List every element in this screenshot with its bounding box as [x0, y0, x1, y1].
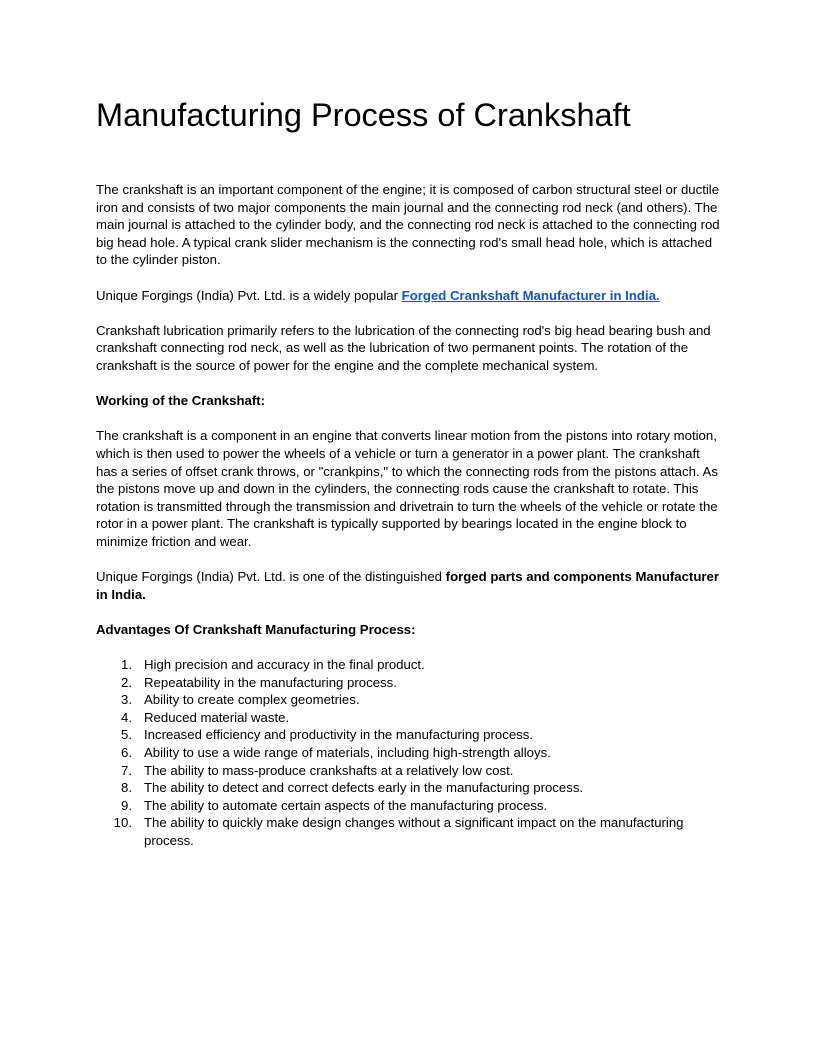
list-item-number: 6.: [121, 745, 132, 760]
intro-paragraph: The crankshaft is an important component of the engine; it is composed of carbon structural steel or ductile iron and consists of two major components the main journal and the connecting rod neck (and others). The main journal is attached to the cylinder body, and the connecting rod neck is attached to the connecting rod big head hole. A typical crank slider mechanism is the connecting rod's small head hole, which is attached to the cylinder piston.: [96, 182, 720, 268]
list-item-text: Increased efficiency and productivity in the manufacturing process.: [144, 727, 533, 743]
list-item: [96, 674, 720, 692]
promo-1-text: Unique Forgings (India) Pvt. Ltd. is a widely popular: [96, 287, 402, 303]
list-item-number: 5.: [121, 727, 132, 743]
list-item-text: Reduced material waste.: [144, 709, 290, 725]
list-item: [96, 762, 720, 780]
document-body: [96, 181, 720, 850]
promo-2-text: Unique Forgings (India) Pvt. Ltd. is one of the distinguished: [96, 569, 446, 585]
list-item: [96, 709, 720, 727]
forged-crankshaft-link[interactable]: Forged Crankshaft Manufacturer in India.: [401, 287, 660, 303]
working-heading: Working of the Crankshaft:: [96, 393, 266, 409]
list-item: [96, 797, 720, 815]
list-item-text: The ability to quickly make design changes without a significant impact on the manufacturing process.: [144, 815, 684, 848]
list-item: [96, 779, 720, 797]
list-item-number: 2.: [121, 674, 132, 690]
page-title: Manufacturing Process of Crankshaft: [96, 97, 631, 133]
list-item-number: 8.: [121, 780, 132, 796]
list-item-text: The ability to detect and correct defects early in the manufacturing process.: [144, 780, 584, 796]
promo-paragraph-1: [96, 287, 720, 305]
working-paragraph: The crankshaft is a component in an engine that converts linear motion from the pistons into rotary motion, which is then used to power the wheels of a vehicle or turn a generator in a power plant. The crankshaft has a series of offset crank throws, or "crankpins," to which the connecting rods from the pistons attach. As the pistons move up and down in the cylinders, the connecting rods cause the crankshaft to rotate. This rotation is transmitted through the transmission and drivetrain to turn the wheels of the vehicle or rotate the rotor in a power plant. The crankshaft is typically supported by bearings located in the engine block to minimize friction and wear.: [96, 428, 718, 549]
list-item-number: 4.: [121, 709, 132, 725]
lubrication-paragraph: Crankshaft lubrication primarily refers to the lubrication of the connecting rod's big head bearing bush and crankshaft connecting rod neck, as well as the lubrication of two permanent points. The rotation of the crankshaft is the source of power for the engine and the complete mechanical system.: [96, 322, 711, 373]
list-item-number: 3.: [121, 692, 132, 708]
list-item: [96, 726, 720, 744]
advantages-heading: Advantages Of Crankshaft Manufacturing Process:: [96, 621, 416, 637]
promo-2-bold: forged parts and components Manufacturer in India.: [96, 569, 719, 602]
list-item-number: 9.: [121, 797, 132, 813]
list-item-text: Repeatability in the manufacturing process.: [144, 674, 397, 690]
list-item-text: The ability to mass-produce crankshafts at a relatively low cost.: [144, 762, 514, 778]
list-item-text: High precision and accuracy in the final product.: [144, 657, 425, 673]
advantages-list: [96, 656, 720, 850]
list-item: [96, 744, 720, 762]
list-item-text: Ability to use a wide range of materials, including high-strength alloys.: [144, 745, 551, 760]
list-item-number: 10.: [113, 815, 132, 831]
list-item-text: The ability to automate certain aspects of the manufacturing process.: [144, 797, 548, 813]
list-item-text: Ability to create complex geometries.: [144, 692, 360, 708]
list-item-number: 1.: [121, 657, 132, 673]
promo-paragraph-2: [96, 568, 720, 603]
list-item-number: 7.: [121, 762, 132, 778]
list-item: [96, 691, 720, 709]
list-item: [96, 656, 720, 674]
list-item: [96, 814, 720, 849]
